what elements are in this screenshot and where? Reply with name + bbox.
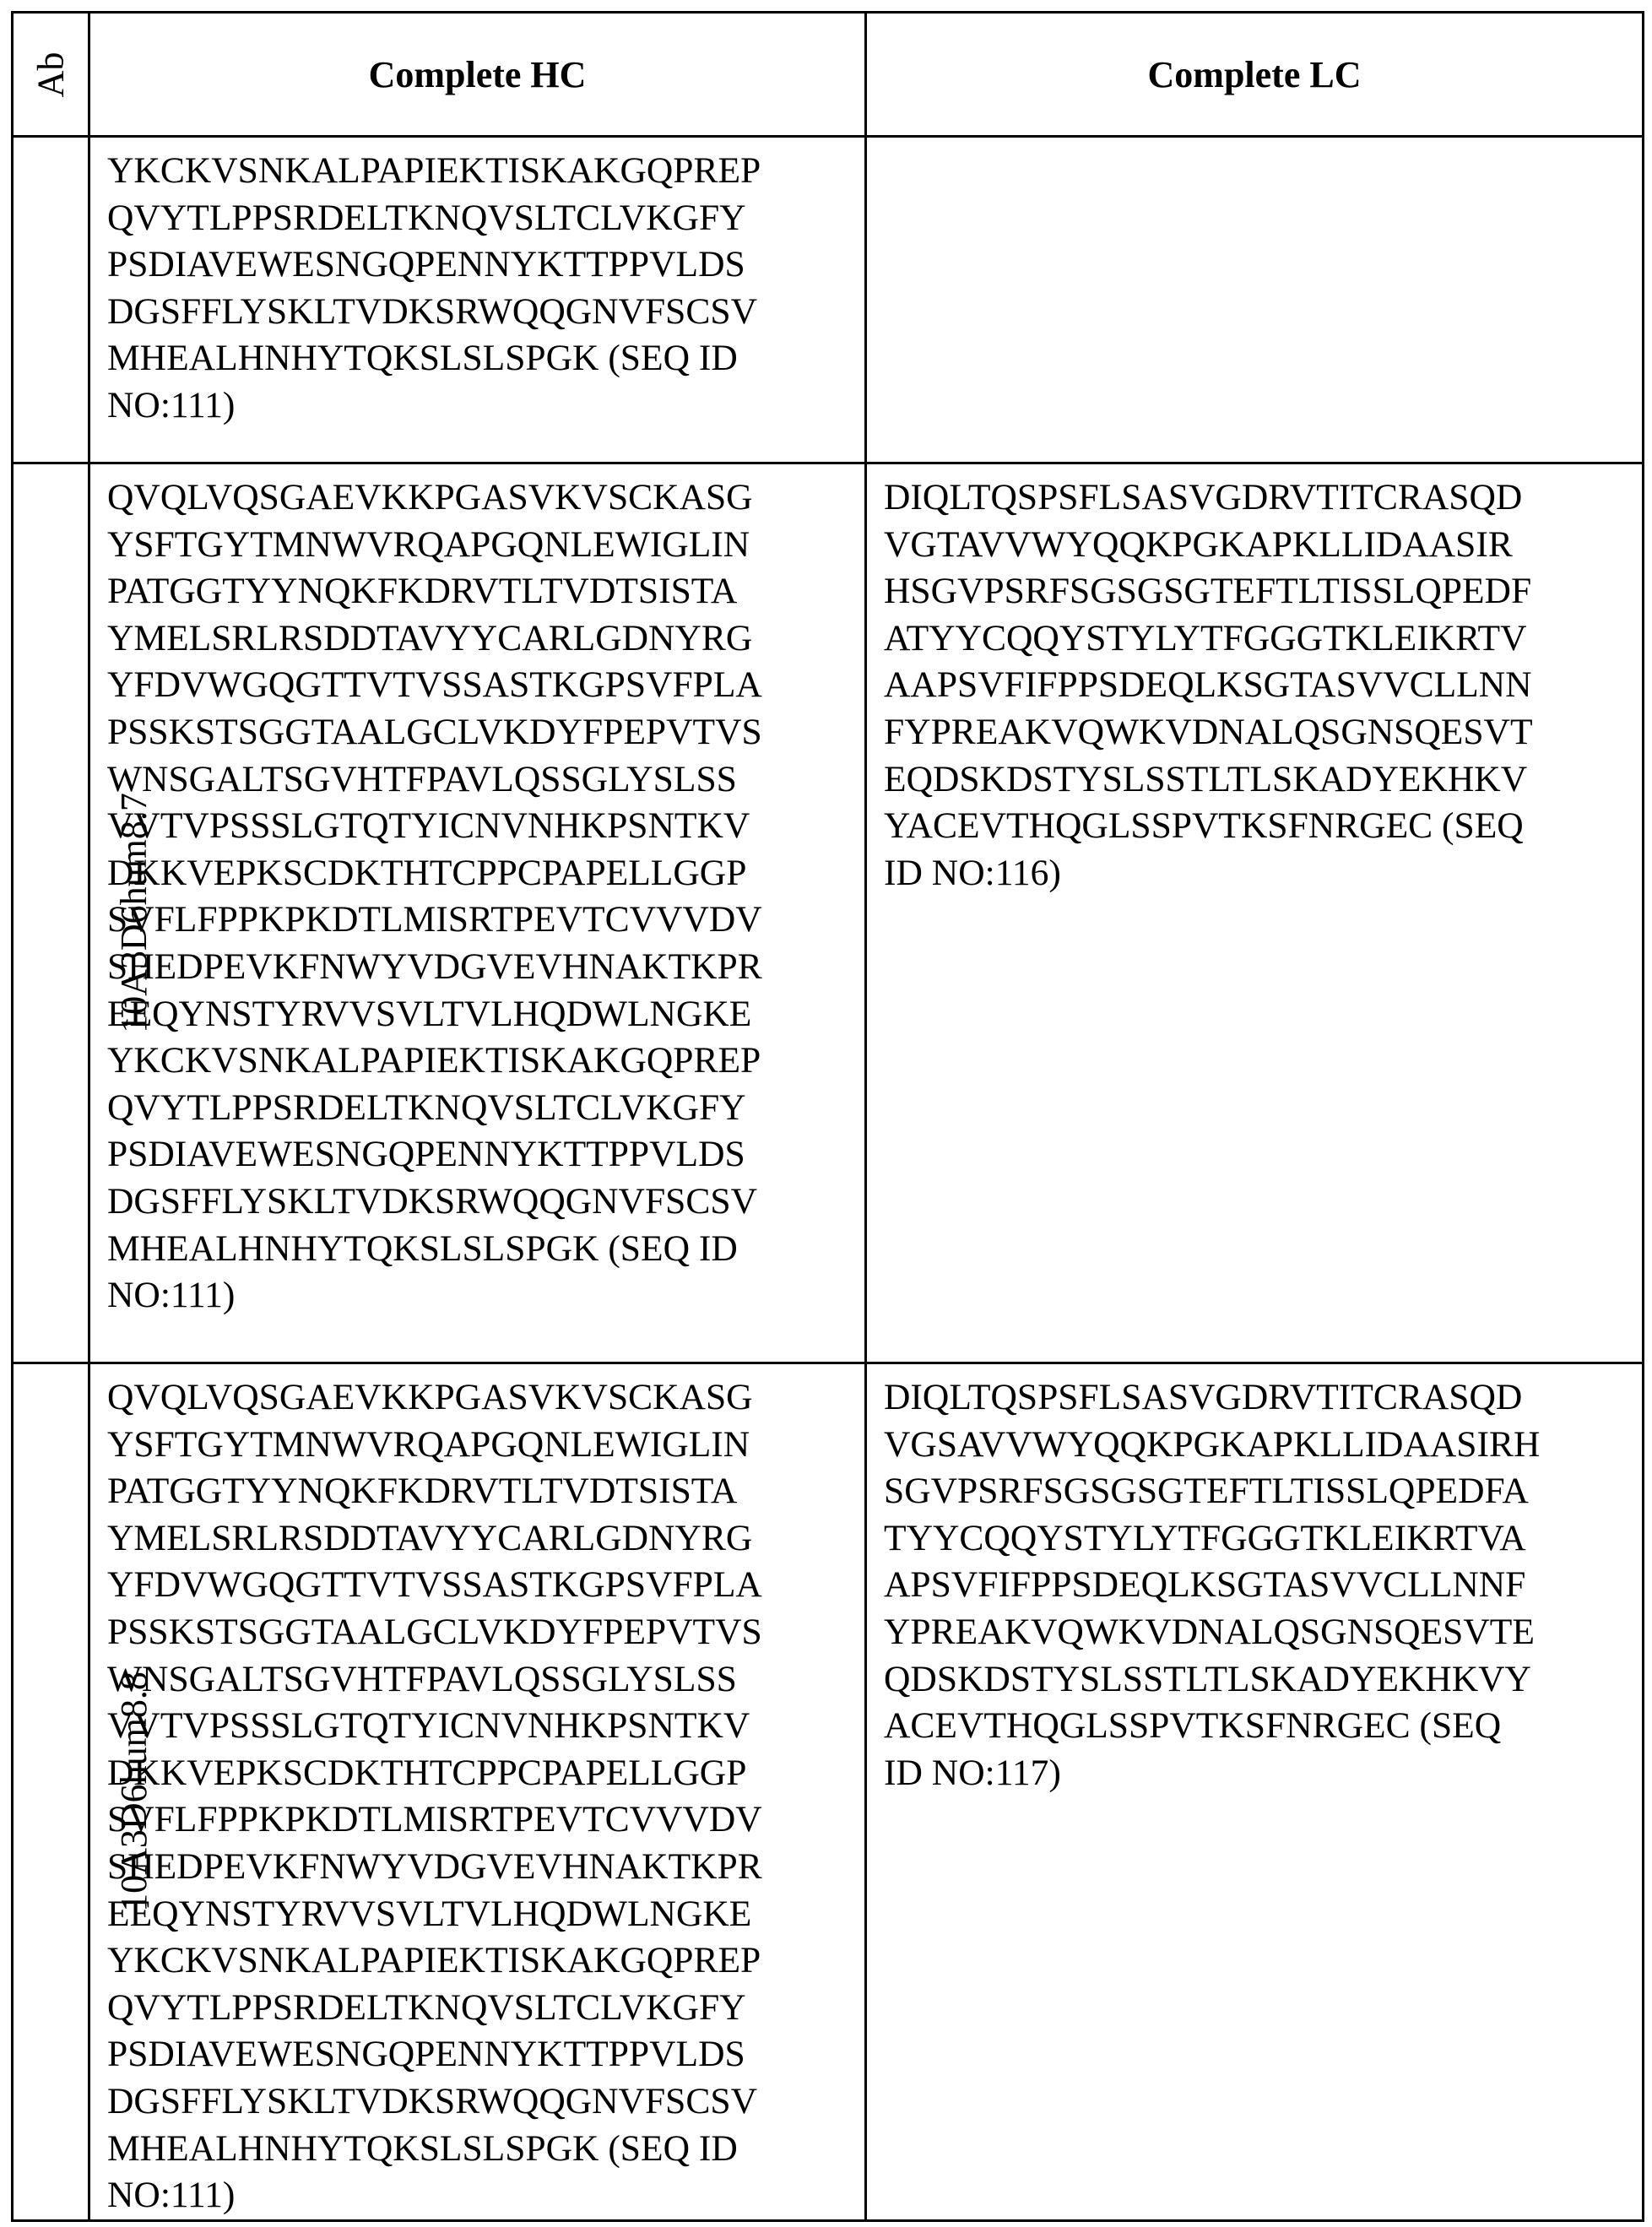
sequence-line: SVFLFPPKPKDTLMISRTPEVTCVVVDV <box>107 1796 856 1844</box>
sequence-line: QDSKDSTYSLSSTLTLSKADYEKHKVY <box>884 1656 1633 1704</box>
hc-cell <box>89 137 866 463</box>
sequence-line: DIQLTQSPSFLSASVGDRVTITCRASQD <box>884 1374 1633 1422</box>
sequence-line: WNSGALTSGVHTFPAVLQSSGLYSLSS <box>107 756 856 804</box>
ab-name: 10A3D6hum8.7 <box>112 793 155 1033</box>
sequence-line: SGVPSRFSGSGSGTEFTLTISSLQPEDFA <box>884 1468 1633 1515</box>
sequence-line: EEQYNSTYRVVSVLTVLHQDWLNGKE <box>107 991 856 1038</box>
sequence-line: MHEALHNHYTQKSLSLSPGK (SEQ ID <box>107 2126 856 2173</box>
sequence-line: DGSFFLYSKLTVDKSRWQQGNVFSCSV <box>107 289 856 336</box>
sequence-line: VGSAVVWYQQKPGKAPKLLIDAASIRH <box>884 1422 1633 1469</box>
sequence-line: MHEALHNHYTQKSLSLSPGK (SEQ ID <box>107 1226 856 1273</box>
sequence-line: YFDVWGQGTTVTVSSASTKGPSVFPLA <box>107 1562 856 1609</box>
sequence-line: YFDVWGQGTTVTVSSASTKGPSVFPLA <box>107 662 856 709</box>
sequence-line: PATGGTYYNQKFKDRVTLTVDTSISTA <box>107 568 856 615</box>
lc-cell <box>866 137 1644 463</box>
sequence-line: YMELSRLRSDDTAVYYCARLGDNYRG <box>107 1515 856 1563</box>
sequence-line: TYYCQQYSTYLYTFGGGTKLEIKRTVA <box>884 1515 1633 1563</box>
sequence-line: SVFLFPPKPKDTLMISRTPEVTCVVVDV <box>107 897 856 944</box>
lc-sequence <box>867 464 1642 897</box>
table-row <box>13 1363 1644 2221</box>
sequence-line: QVQLVQSGAEVKKPGASVKVSCKASG <box>107 1374 856 1422</box>
sequence-line: QVYTLPPSRDELTKNQVSLTCLVKGFY <box>107 1085 856 1132</box>
sequence-line: VVTVPSSSLGTQTYICNVNHKPSNTKV <box>107 1703 856 1750</box>
sequence-line: FYPREAKVQWKVDNALQSGNSQESVT <box>884 709 1633 756</box>
sequence-line: HSGVPSRFSGSGSGTEFTLTISSLQPEDF <box>884 568 1633 615</box>
ab-name: 10A3D6hum8.8 <box>112 1672 155 1912</box>
header-complete-lc: Complete LC <box>866 13 1644 137</box>
header-ab-label: Ab <box>30 51 73 97</box>
antibody-sequence-table <box>11 11 1644 2222</box>
sequence-line: ID NO:116) <box>884 850 1633 897</box>
ab-cell <box>13 137 89 463</box>
hc-cell <box>89 1363 866 2221</box>
sequence-line: QVYTLPPSRDELTKNQVSLTCLVKGFY <box>107 1985 856 2032</box>
hc-sequence <box>90 464 864 1319</box>
hc-cell <box>89 463 866 1363</box>
header-row <box>13 13 1644 137</box>
sequence-line: DKKVEPKSCDKTHTCPPCPAPELLGGP <box>107 850 856 897</box>
sequence-line: NO:111) <box>107 382 856 430</box>
sequence-line: QVYTLPPSRDELTKNQVSLTCLVKGFY <box>107 195 856 242</box>
sequence-line: ID NO:117) <box>884 1750 1633 1797</box>
sequence-line: YKCKVSNKALPAPIEKTISKAKGQPREP <box>107 1038 856 1085</box>
sequence-line: MHEALHNHYTQKSLSLSPGK (SEQ ID <box>107 335 856 382</box>
table-row <box>13 463 1644 1363</box>
sequence-line: YKCKVSNKALPAPIEKTISKAKGQPREP <box>107 148 856 195</box>
sequence-line: WNSGALTSGVHTFPAVLQSSGLYSLSS <box>107 1656 856 1704</box>
sequence-line: SHEDPEVKFNWYVDGVEVHNAKTKPR <box>107 1844 856 1891</box>
sequence-line: YPREAKVQWKVDNALQSGNSQESVTE <box>884 1609 1633 1656</box>
sequence-line: PATGGTYYNQKFKDRVTLTVDTSISTA <box>107 1468 856 1515</box>
lc-cell <box>866 1363 1644 2221</box>
sequence-line: APSVFIFPPSDEQLKSGTASVVCLLNNF <box>884 1562 1633 1609</box>
sequence-line: EQDSKDSTYSLSSTLTLSKADYEKHKV <box>884 756 1633 804</box>
sequence-line: YSFTGYTMNWVRQAPGQNLEWIGLIN <box>107 522 856 569</box>
sequence-line: PSDIAVEWESNGQPENNYKTTPPVLDS <box>107 1131 856 1179</box>
ab-cell <box>13 463 89 1363</box>
sequence-line: AAPSVFIFPPSDEQLKSGTASVVCLLNN <box>884 662 1633 709</box>
hc-sequence <box>90 1364 864 2219</box>
sequence-line: PSDIAVEWESNGQPENNYKTTPPVLDS <box>107 2031 856 2078</box>
sequence-line: YSFTGYTMNWVRQAPGQNLEWIGLIN <box>107 1422 856 1469</box>
sequence-line: VVTVPSSSLGTQTYICNVNHKPSNTKV <box>107 803 856 850</box>
sequence-line: NO:111) <box>107 2172 856 2219</box>
sequence-line: DGSFFLYSKLTVDKSRWQQGNVFSCSV <box>107 2078 856 2126</box>
ab-cell <box>13 1363 89 2221</box>
sequence-line: SHEDPEVKFNWYVDGVEVHNAKTKPR <box>107 944 856 991</box>
sequence-line: VGTAVVWYQQKPGKAPKLLIDAASIR <box>884 522 1633 569</box>
sequence-line: YACEVTHQGLSSPVTKSFNRGEC (SEQ <box>884 803 1633 850</box>
sequence-line: DKKVEPKSCDKTHTCPPCPAPELLGGP <box>107 1750 856 1797</box>
sequence-line: ATYYCQQYSTYLYTFGGGTKLEIKRTV <box>884 615 1633 663</box>
hc-sequence <box>90 138 864 430</box>
sequence-line: NO:111) <box>107 1272 856 1319</box>
sequence-line: YKCKVSNKALPAPIEKTISKAKGQPREP <box>107 1937 856 1985</box>
sequence-line: PSSKSTSGGTAALGCLVKDYFPEPVTVS <box>107 709 856 756</box>
sequence-line: YMELSRLRSDDTAVYYCARLGDNYRG <box>107 615 856 663</box>
lc-cell <box>866 463 1644 1363</box>
header-complete-hc: Complete HC <box>89 13 866 137</box>
lc-sequence <box>867 1364 1642 1796</box>
sequence-line: ACEVTHQGLSSPVTKSFNRGEC (SEQ <box>884 1703 1633 1750</box>
lc-sequence <box>867 138 1642 148</box>
header-ab <box>13 13 89 137</box>
sequence-line: DGSFFLYSKLTVDKSRWQQGNVFSCSV <box>107 1179 856 1226</box>
sequence-line: EEQYNSTYRVVSVLTVLHQDWLNGKE <box>107 1891 856 1938</box>
sequence-line: QVQLVQSGAEVKKPGASVKVSCKASG <box>107 474 856 522</box>
sequence-line: PSDIAVEWESNGQPENNYKTTPPVLDS <box>107 241 856 289</box>
sequence-line: PSSKSTSGGTAALGCLVKDYFPEPVTVS <box>107 1609 856 1656</box>
sequence-line: DIQLTQSPSFLSASVGDRVTITCRASQD <box>884 474 1633 522</box>
table-row <box>13 137 1644 463</box>
